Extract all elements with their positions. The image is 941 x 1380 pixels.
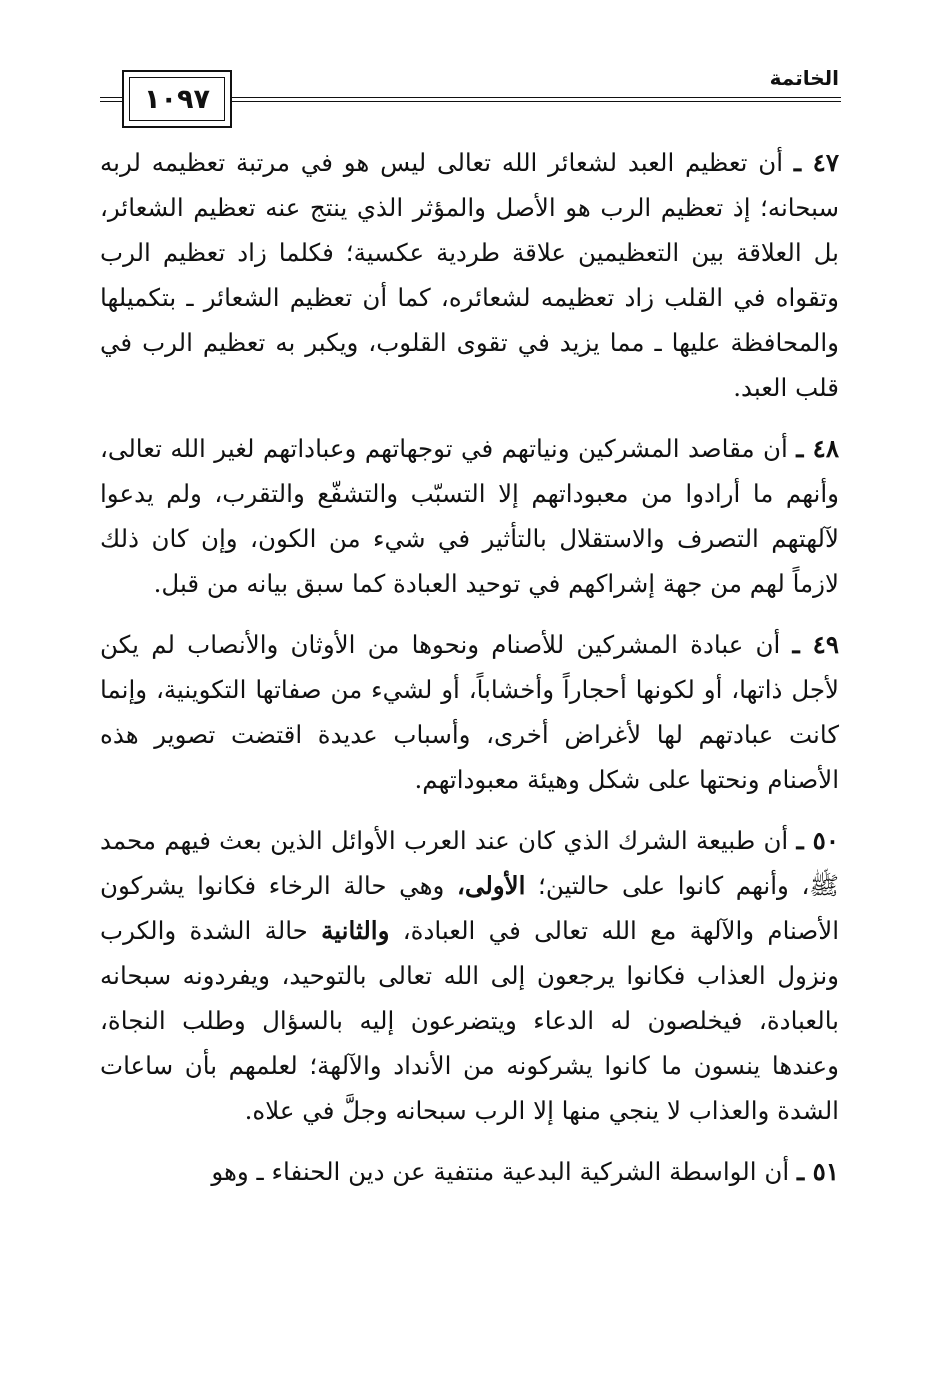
paragraph-number: ٤٨ ـ [796,434,839,463]
emphasis-second-state: والثانية [321,916,390,945]
paragraph-number: ٤٧ ـ [793,148,839,177]
paragraph-47 [100,140,839,410]
paragraph-text: وهي حالة الرخاء فكانوا يشركون الأصنام والآلهة مع الله تعالى في العبادة، [100,871,840,945]
paragraph-50 [100,818,839,1133]
paragraph-text: أن الواسطة الشركية البدعية منتفية عن دين الحنفاء ـ وهو [211,1157,790,1186]
paragraph-text: أن عبادة المشركين للأصنام ونحوها من الأوثان والأنصاب لم يكن لأجل ذاتها، أو لكونها أحجاراً وأخشاباً، أو لشيء من صفاتها التكوينية، وإنما كانت عبادتهم لها لأغراض أخرى، وأسباب عديدة اقتضت تصوير هذه الأصنام ونحتها على شكل وهيئة معبوداتهم. [100,630,839,794]
header-rule [232,97,841,102]
paragraph-text: أن تعظيم العبد لشعائر الله تعالى ليس هو في مرتبة تعظيمه لربه سبحانه؛ إذ تعظيم الرب هو الأصل والمؤثر الذي ينتج عنه تعظيم الشعائر، بل العلاقة بين التعظيمين علاقة طردية عكسية؛ فكلما زاد تعظيم الرب وتقواه في القلب زاد تعظيمه لشعائره، كما أن تعظيم الشعائر ـ بتكميلها والمحافظة عليها ـ مما يزيد في تقوى القلوب، ويكبر به تعظيم الرب في قلب العبد. [100,148,839,402]
header-rule-left [100,97,122,102]
page-number: ١٠٩٧ [144,83,210,115]
paragraph-48 [100,426,839,606]
paragraph-text: أن مقاصد المشركين ونياتهم في توجهاتهم وعباداتهم لغير الله تعالى، وأنهم ما أرادوا من معبوداتهم إلا التسبّب والتشفّع والتقرب، ولم يدعوا لآلهتهم التصرف والاستقلال بالتأثير في شيء من الكون، وإن كان ذلك لازماً لهم من جهة إشراكهم في توحيد العبادة كما سبق بيانه من قبل. [100,434,839,598]
paragraph-number: ٥٠ ـ [796,826,839,855]
page-number-frame [122,70,232,128]
paragraph-number: ٥١ ـ [796,1157,839,1186]
main-text [100,140,839,1210]
paragraph-number: ٤٩ ـ [792,630,839,659]
chapter-title: الخاتمة [769,66,839,90]
paragraph-49 [100,622,839,802]
paragraph-text: حالة الشدة والكرب ونزول العذاب فكانوا يرجعون إلى الله تعالى بالتوحيد، ويفردونه سبحانه بالعبادة، فيخلصون له الدعاء ويتضرعون إليه بالسؤال وطلب النجاة، وعندها ينسون ما كانوا يشركونه من الأنداد والآلهة؛ لعلمهم بأن ساعات الشدة والعذاب لا ينجي منها إلا الرب سبحانه وجلَّ في علاه. [100,916,839,1125]
emphasis-first-state: الأولى، [456,871,526,900]
paragraph-51 [100,1149,839,1194]
paragraph-text: أن طبيعة الشرك الذي كان عند العرب الأوائل الذين بعث فيهم محمد ﷺ، وأنهم كانوا على حالتين؛ [100,826,839,900]
